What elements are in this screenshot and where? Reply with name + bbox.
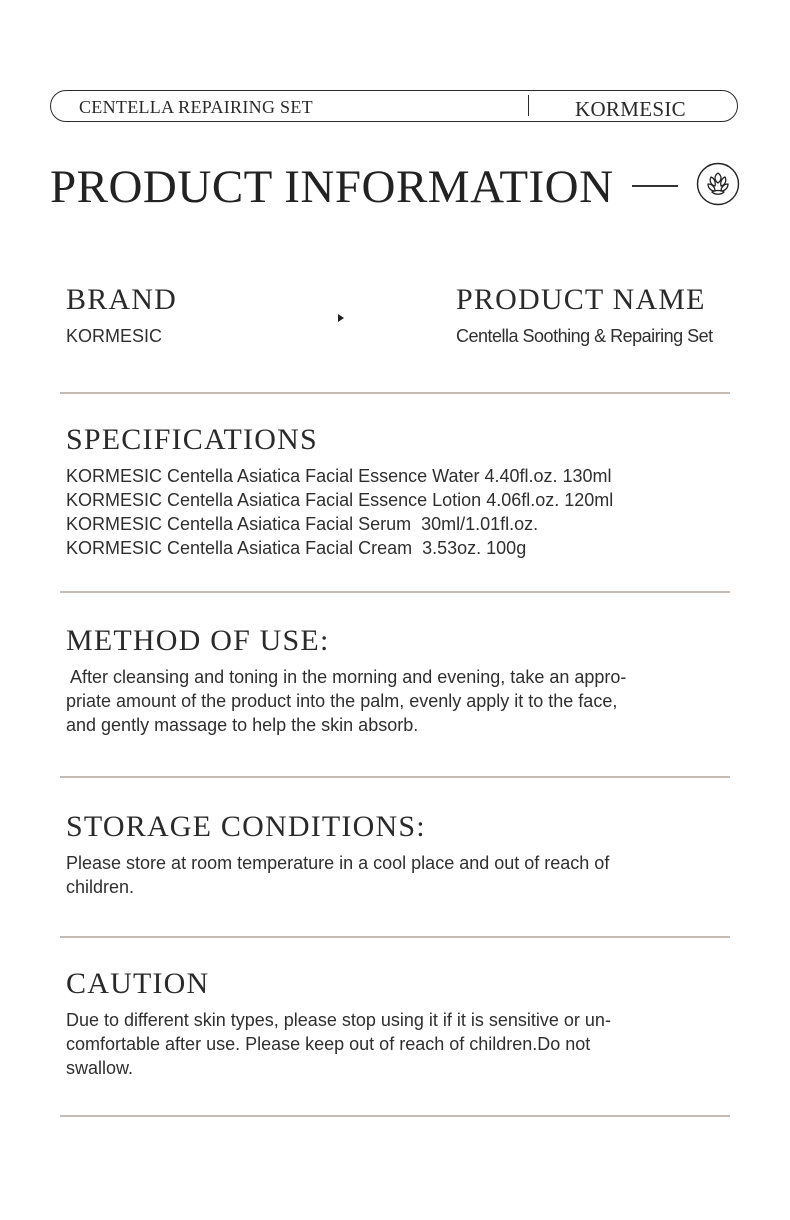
caution-line: swallow.	[66, 1058, 134, 1078]
storage-line: children.	[66, 877, 135, 897]
storage-heading: STORAGE CONDITIONS:	[66, 810, 426, 843]
spec-line: KORMESIC Centella Asiatica Facial Serum 30ml/1.01fl.oz.	[66, 514, 539, 534]
divider-4	[60, 936, 730, 938]
spec-line: KORMESIC Centella Asiatica Facial Essence Water 4.40fl.oz. 130ml	[66, 466, 612, 486]
product-name-heading: PRODUCT NAME	[456, 283, 706, 316]
divider-5	[60, 1115, 730, 1117]
pointer-arrow-icon	[338, 314, 344, 322]
set-name: CENTELLA REPAIRING SET	[79, 97, 313, 117]
brand-heading: BRAND	[66, 283, 178, 316]
lotus-flower-icon	[696, 162, 740, 206]
spec-line: KORMESIC Centella Asiatica Facial Cream 3.53oz. 100g	[66, 538, 527, 558]
storage-line: Please store at room temperature in a cool place and out of reach of	[66, 853, 610, 873]
caution-heading: CAUTION	[66, 967, 210, 1000]
top-banner	[50, 90, 738, 122]
banner-divider	[528, 95, 529, 116]
caution-line: Due to different skin types, please stop using it if it is sensitive or un-	[66, 1010, 611, 1030]
divider-1	[60, 392, 730, 394]
specifications-heading: SPECIFICATIONS	[66, 423, 318, 456]
method-heading: METHOD OF USE:	[66, 624, 330, 657]
caution-line: comfortable after use. Please keep out of reach of children.Do not	[66, 1034, 591, 1054]
product-name-value: Centella Soothing & Repairing Set	[456, 326, 713, 346]
brand-value: KORMESIC	[66, 326, 163, 346]
spec-line: KORMESIC Centella Asiatica Facial Essence Lotion 4.06fl.oz. 120ml	[66, 490, 614, 510]
divider-3	[60, 776, 730, 778]
page-title: PRODUCT INFORMATION	[50, 161, 614, 213]
divider-2	[60, 591, 730, 593]
method-line: After cleansing and toning in the morning and evening, take an appro-	[66, 667, 627, 687]
title-rule	[632, 185, 678, 187]
brand-logo: KORMESIC	[575, 97, 686, 121]
method-line: and gently massage to help the skin absorb.	[66, 715, 419, 735]
method-line: priate amount of the product into the palm, evenly apply it to the face,	[66, 691, 618, 711]
